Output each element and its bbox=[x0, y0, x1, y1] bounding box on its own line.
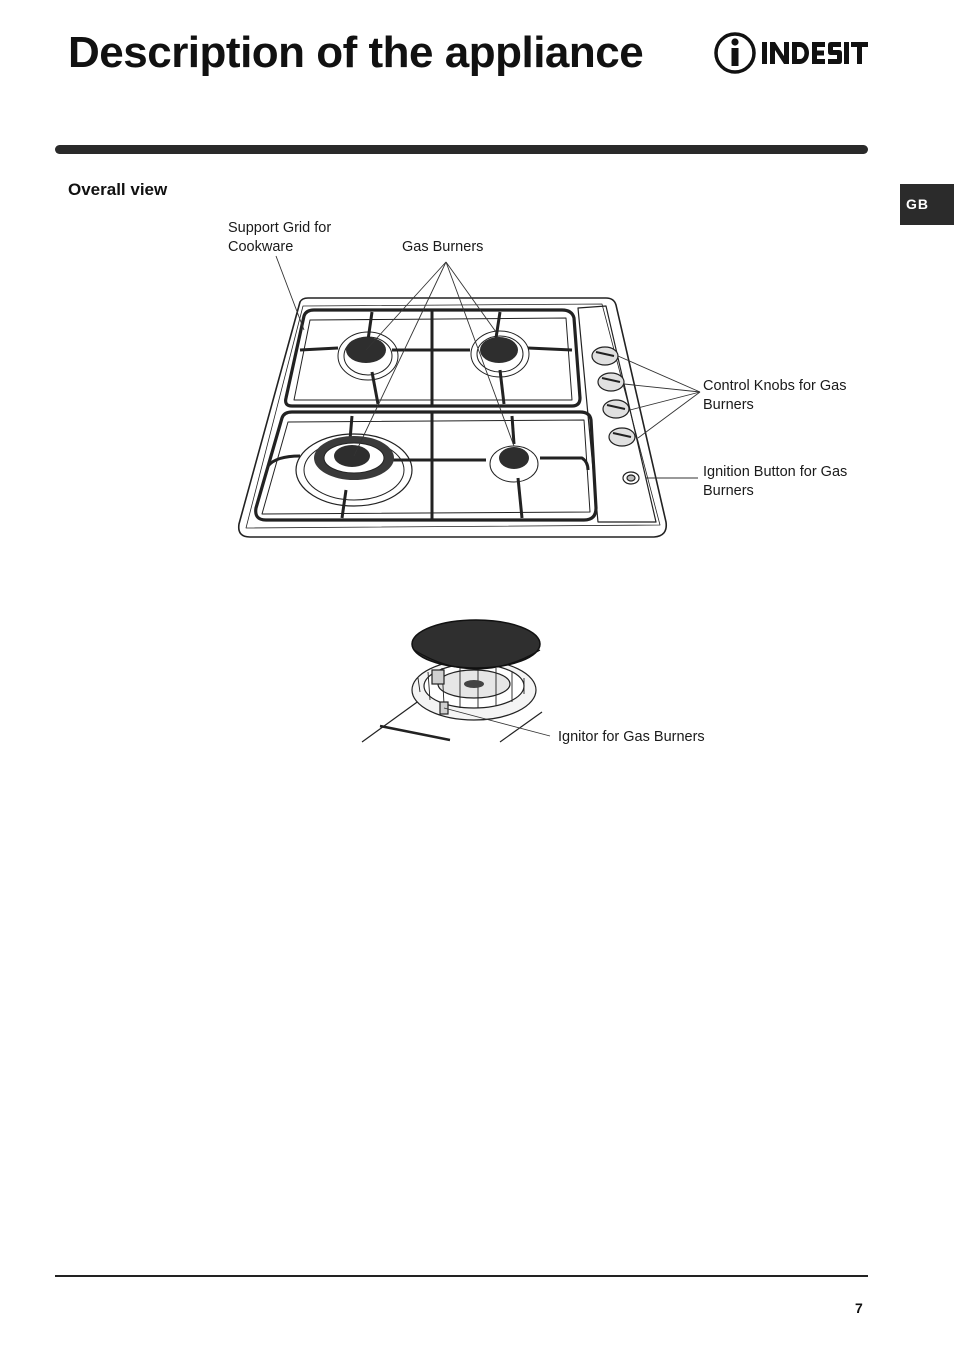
footer-rule bbox=[55, 1275, 868, 1277]
page-number: 7 bbox=[855, 1300, 863, 1316]
page-title: Description of the appliance bbox=[68, 28, 644, 77]
gas-burners-label: Gas Burners bbox=[402, 239, 484, 255]
control-knobs-label: Control Knobs for Gas Burners bbox=[703, 378, 847, 413]
language-tab: GB bbox=[900, 184, 954, 225]
section-heading: Overall view bbox=[68, 180, 168, 199]
ignitor-label: Ignitor for Gas Burners bbox=[558, 729, 705, 745]
ignition-button-label: Ignition Button for Gas Burners bbox=[703, 464, 848, 499]
support-grid-label: Support Grid for Cookware bbox=[228, 220, 332, 255]
